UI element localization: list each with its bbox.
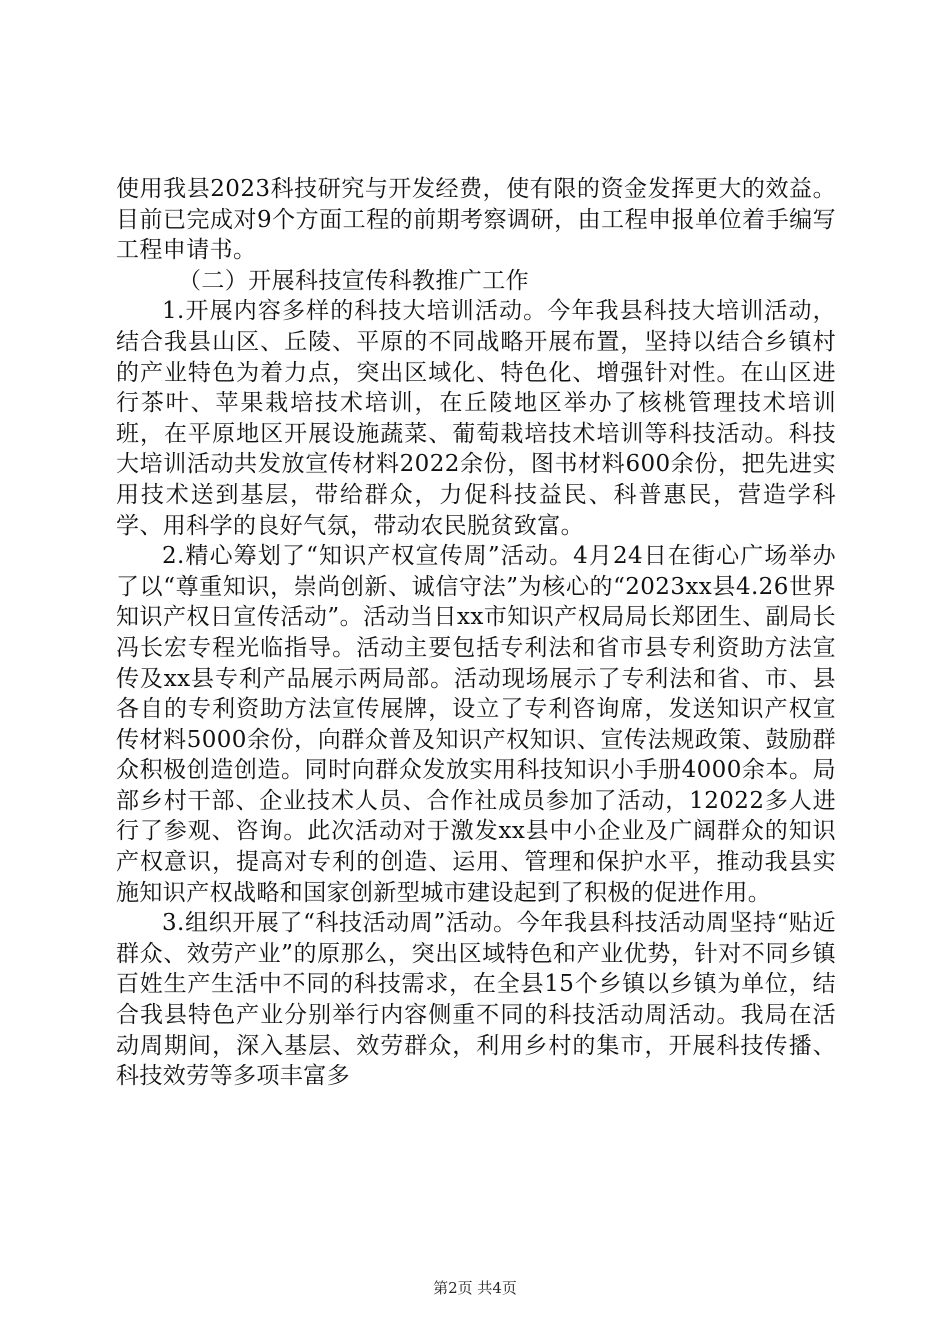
- paragraph-training: 1.开展内容多样的科技大培训活动。今年我县科技大培训活动，结合我县山区、丘陵、平原的不同战略开展布置，坚持以结合乡镇村的产业特色为着力点，突出区域化、特色化、增强针对性。在山区进行茶叶、苹果栽培技术培训，在丘陵地区举办了核桃管理技术培训班，在平原地区开展设施蔬菜、葡萄栽培技术培训等科技活动。科技大培训活动共发放宣传材料2022余份，图书材料600余份，把先进实用技术送到基层，带给群众，力促科技益民、科普惠民，营造学科学、用科学的良好气氛，带动农民脱贫致富。: [116, 298, 836, 539]
- paragraph-ip-week: 2.精心筹划了“知识产权宣传周”活动。4月24日在街心广场举办了以“尊重知识，崇尚创新、诚信守法”为核心的“2023xx县4.26世界知识产权日宣传活动”。活动当日xx市知识产权局局长郑团生、副局长冯长宏专程光临指导。活动主要包括专利法和省市县专利资助方法宣传及xx县专利产品展示两局部。活动现场展示了专利法和省、市、县各自的专利资助方法宣传展牌，设立了专利咨询席，发送知识产权宣传材料5000余份，向群众普及知识产权知识、宣传法规政策、鼓励群众积极创造创造。同时向群众发放实用科技知识小手册4000余本。局部乡村干部、企业技术人员、合作社成员参加了活动，12022多人进行了参观、咨询。此次活动对于激发xx县中小企业及广阔群众的知识产权意识，提高对专利的创造、运用、管理和保护水平，推动我县实施知识产权战略和国家创新型城市建设起到了积极的促进作用。: [116, 543, 836, 906]
- section-heading: （二）开展科技宣传科教推广工作: [178, 267, 529, 294]
- page-number-footer: 第2页 共4页: [433, 1279, 517, 1297]
- paragraph-tech-week: 3.组织开展了“科技活动周”活动。今年我县科技活动周坚持“贴近群众、效劳产业”的原那么，突出区域特色和产业优势，针对不同乡镇百姓生产生活中不同的科技需求，在全县15个乡镇以乡镇为单位，结合我县特色产业分别举行内容侧重不同的科技活动周活动。我局在活动周期间，深入基层、效劳群众，利用乡村的集市，开展科技传播、科技效劳等多项丰富多: [116, 910, 836, 1090]
- document-body: [116, 174, 836, 1092]
- paragraph-continuation: 使用我县2023科技研究与开发经费，使有限的资金发挥更大的效益。目前已完成对9个方面工程的前期考察调研，由工程申报单位着手编写工程申请书。: [116, 176, 836, 264]
